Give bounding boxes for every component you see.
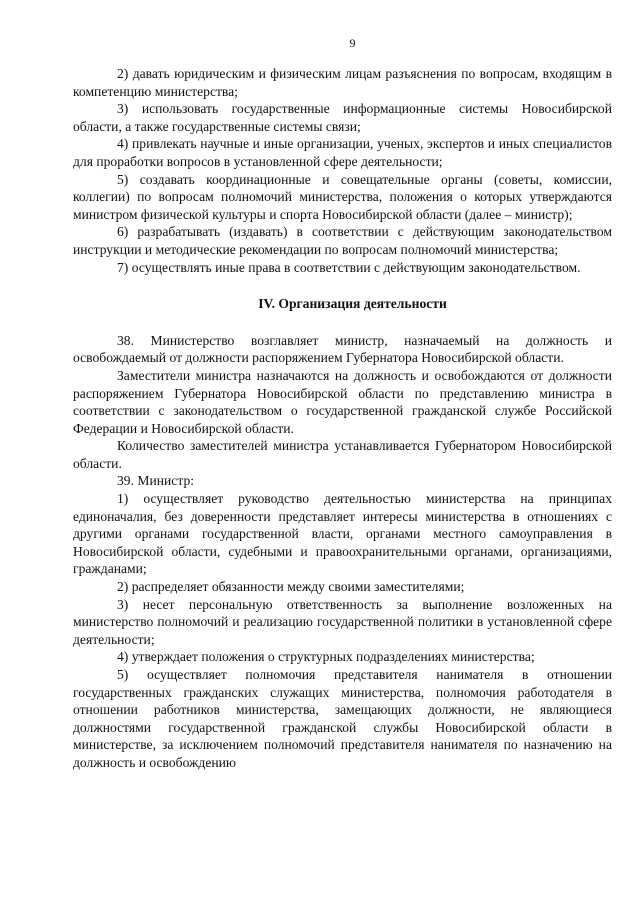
deputies-paragraph: Заместители министра назначаются на должность и освобождаются от должности распоряжением Губернатора Новосибирской области по представлению министра в соответствии с законодательством о государственной гражданской службе Российской Федерации и Новосибирской области. [73,367,612,436]
rights-item-6: 6) разрабатывать (издавать) в соответствии с действующим законодательством инструкции и методические рекомендации по вопросам полномочий министерства; [73,224,612,257]
deputies-count-paragraph: Количество заместителей министра устанавливается Губернатором Новосибирской области. [73,438,612,471]
minister-duty-4: 4) утверждает положения о структурных подразделениях министерства; [117,649,535,665]
clause-38: 38. Министерство возглавляет министр, назначаемый на должность и освобождаемый от должности распоряжением Губернатора Новосибирской области. [73,332,612,366]
section-heading: IV. Организация деятельности [258,296,447,312]
rights-item-7: 7) осуществлять иные права в соответствии с действующим законодательством. [117,259,581,275]
rights-item-3: 3) использовать государственные информационные системы Новосибирской области, а также государственные системы связи; [73,101,612,134]
rights-item-2: 2) давать юридическим и физическим лицам разъяснения по вопросам, входящим в компетенцию министерства; [73,66,612,99]
minister-duty-2: 2) распределяет обязанности между своими заместителями; [117,579,465,595]
rights-item-5: 5) создавать координационные и совещательные органы (советы, комиссии, коллегии) по вопросам полномочий министерства, положения о которых утверждаются министром физической культуры и спорта Новосибирской области (далее – министр); [73,171,612,222]
clause-39: 39. Министр: [117,473,195,489]
minister-duty-3: 3) несет персональную ответственность за выполнение возложенных на министерство полномочий и реализацию государственной политики в установленной сфере деятельности; [73,596,612,647]
page-number: 9 [349,36,356,50]
minister-duty-5: 5) осуществляет полномочия представителя нанимателя в отношении государственных гражданских служащих министерства, полномочия работодателя в отношении работников министерства, замещающих должности, не являющиеся должностями государственной гражданской службы Новосибирской области в министерстве, за исключением полномочий представителя нанимателя по назначению на должность и освобождению [73,667,612,770]
minister-duty-1: 1) осуществляет руководство деятельностью министерства на принципах единоначалия, без доверенности представляет интересы министерства в отношениях с другими органами государственной власти, органами местного самоуправления в Новосибирской области, судебными и правоохранительными органами, организациями, гражданами; [73,491,612,577]
rights-item-4: 4) привлекать научные и иные организации, ученых, экспертов и иных специалистов для проработки вопросов в установленной сфере деятельности; [73,136,612,169]
